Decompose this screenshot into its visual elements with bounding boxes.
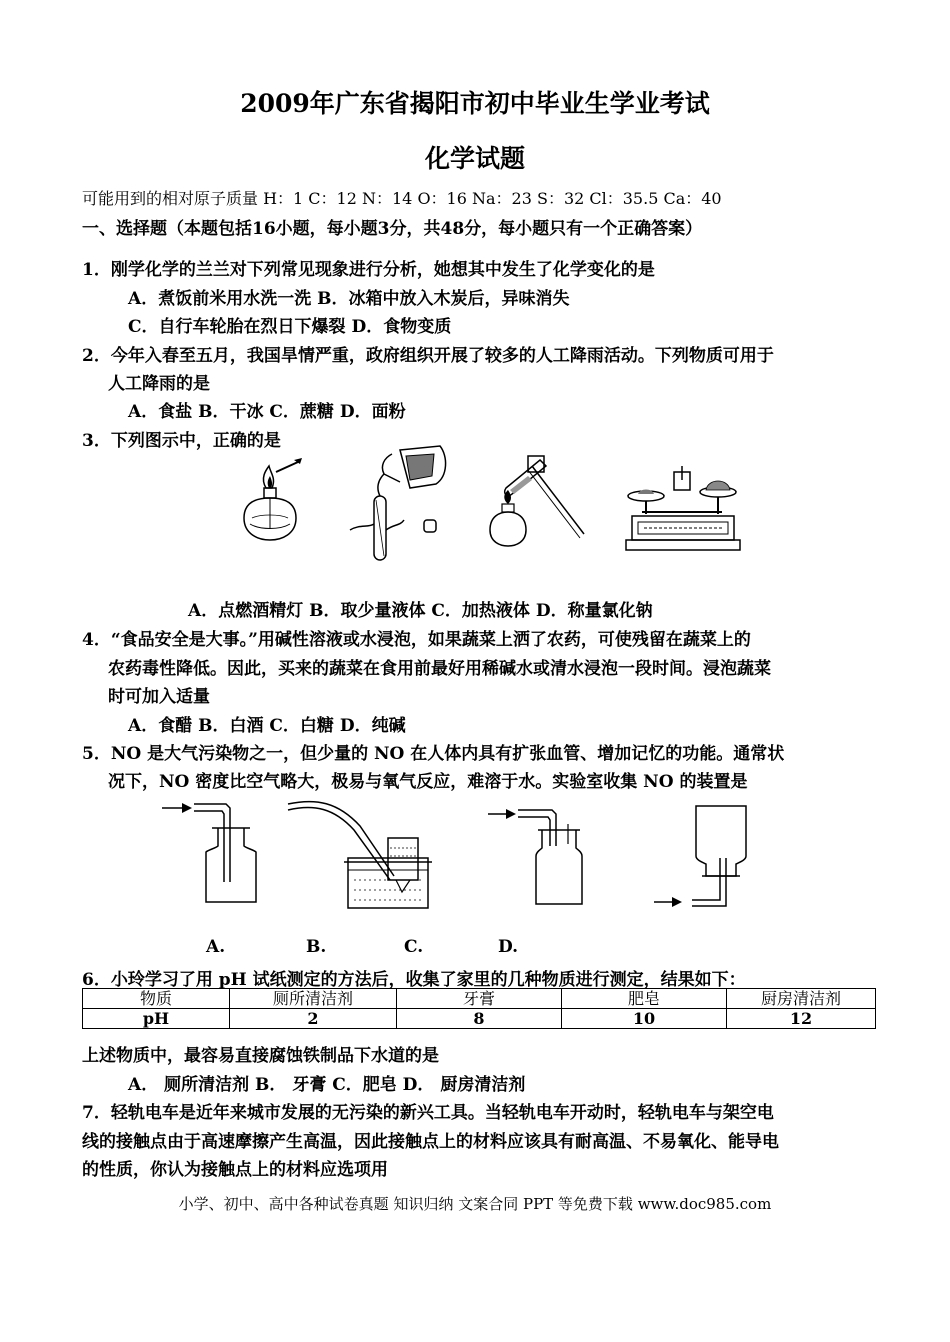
q2-stem-line2: 人工降雨的是	[108, 374, 210, 394]
q2-options: A．食盐 B．干冰 C．蔗糖 D．面粉	[128, 402, 406, 422]
atomic-mass-line: 可能用到的相对原子质量 H：1 C：12 N：14 O：16 Na：23 S：32 Cl：35.5 Ca：40	[82, 189, 722, 208]
q3-stem: 3．下列图示中，正确的是	[82, 431, 281, 451]
q5-stem-line2: 况下，NO 密度比空气略大，极易与氧气反应，难溶于水。实验室收集 NO 的装置是	[108, 772, 748, 792]
ph-header-toothpaste: 牙膏	[397, 989, 562, 1009]
ph-header-kitchen-cleaner: 厨房清洁剂	[727, 989, 876, 1009]
exam-title: 2009年广东省揭阳市初中毕业生学业考试	[240, 89, 710, 118]
q5-stem-line1: 5．NO 是大气污染物之一，但少量的 NO 在人体内具有扩张血管、增加记忆的功能。通常状	[82, 744, 785, 764]
q1-options-line1: A．煮饭前米用水洗一洗 B．冰箱中放入木炭后，异味消失	[128, 289, 570, 309]
ph-table-header-row	[83, 989, 876, 1009]
heat-liquid-figure	[484, 452, 594, 557]
q6-stem: 6．小玲学习了用 pH 试纸测定的方法后，收集了家里的几种物质进行测定，结果如下：	[82, 970, 746, 990]
ph-value-toilet-cleaner: 2	[230, 1009, 397, 1029]
balance-figure	[622, 466, 744, 554]
q3-options: A．点燃酒精灯 B．取少量液体 C．加热液体 D．称量氯化钠	[188, 601, 653, 621]
q1-stem: 1．刚学化学的兰兰对下列常见现象进行分析，她想其中发生了化学变化的是	[82, 260, 655, 280]
q4-stem-line3: 时可加入适量	[108, 687, 210, 707]
q1-options-line2: C．自行车轮胎在烈日下爆裂 D．食物变质	[128, 317, 452, 337]
q7-stem-line2: 线的接触点由于高速摩擦产生高温，因此接触点上的材料应该具有耐高温、不易氧化、能导电	[82, 1132, 779, 1152]
ph-table-value-row	[83, 1009, 876, 1029]
ph-value-soap: 10	[562, 1009, 727, 1029]
gas-bottle-c-figure	[484, 800, 594, 910]
q5-label-b: B.	[306, 937, 327, 957]
water-trough-b-figure	[284, 800, 434, 910]
page-footer: 小学、初中、高中各种试卷真题 知识归纳 文案合同 PPT 等免费下载 www.doc985.com	[178, 1195, 772, 1213]
ph-header-soap: 肥皂	[562, 989, 727, 1009]
q5-label-d: D.	[498, 937, 519, 957]
q7-stem-line1: 7．轻轨电车是近年来城市发展的无污染的新兴工具。当轻轨电车开动时，轻轨电车与架空电	[82, 1103, 774, 1123]
alcohol-lamp-figure	[236, 458, 306, 558]
q6-followup: 上述物质中，最容易直接腐蚀铁制品下水道的是	[82, 1046, 439, 1066]
q7-stem-line3: 的性质，你认为接触点上的材料应选项用	[82, 1160, 388, 1180]
q2-stem-line1: 2．今年入春至五月，我国旱情严重，政府组织开展了较多的人工降雨活动。下列物质可用于	[82, 346, 774, 366]
q6-options: A． 厕所清洁剂 B． 牙膏 C．肥皂 D． 厨房清洁剂	[128, 1075, 526, 1095]
q5-label-a: A.	[206, 937, 226, 957]
ph-value-toothpaste: 8	[397, 1009, 562, 1029]
q5-label-c: C.	[404, 937, 424, 957]
gas-bottle-a-figure	[160, 798, 260, 908]
q4-stem-line1: 4．“食品安全是大事。”用碱性溶液或水浸泡，如果蔬菜上洒了农药，可使残留在蔬菜上的	[82, 630, 751, 650]
exam-subtitle: 化学试题	[424, 144, 525, 173]
ph-value-kitchen-cleaner: 12	[727, 1009, 876, 1029]
ph-header-substance: 物质	[83, 989, 230, 1009]
pour-liquid-figure	[344, 444, 454, 564]
q4-options: A．食醋 B．白酒 C．白糖 D．纯碱	[128, 716, 406, 736]
ph-header-toilet-cleaner: 厕所清洁剂	[230, 989, 397, 1009]
q4-stem-line2: 农药毒性降低。因此，买来的蔬菜在食用前最好用稀碱水或清水浸泡一段时间。浸泡蔬菜	[108, 659, 771, 679]
inverted-bottle-d-figure	[650, 802, 760, 912]
section-heading: 一、选择题（本题包括16小题，每小题3分，共48分，每小题只有一个正确答案）	[82, 219, 703, 239]
ph-label-cell: pH	[83, 1009, 230, 1029]
ph-table	[82, 988, 876, 1029]
